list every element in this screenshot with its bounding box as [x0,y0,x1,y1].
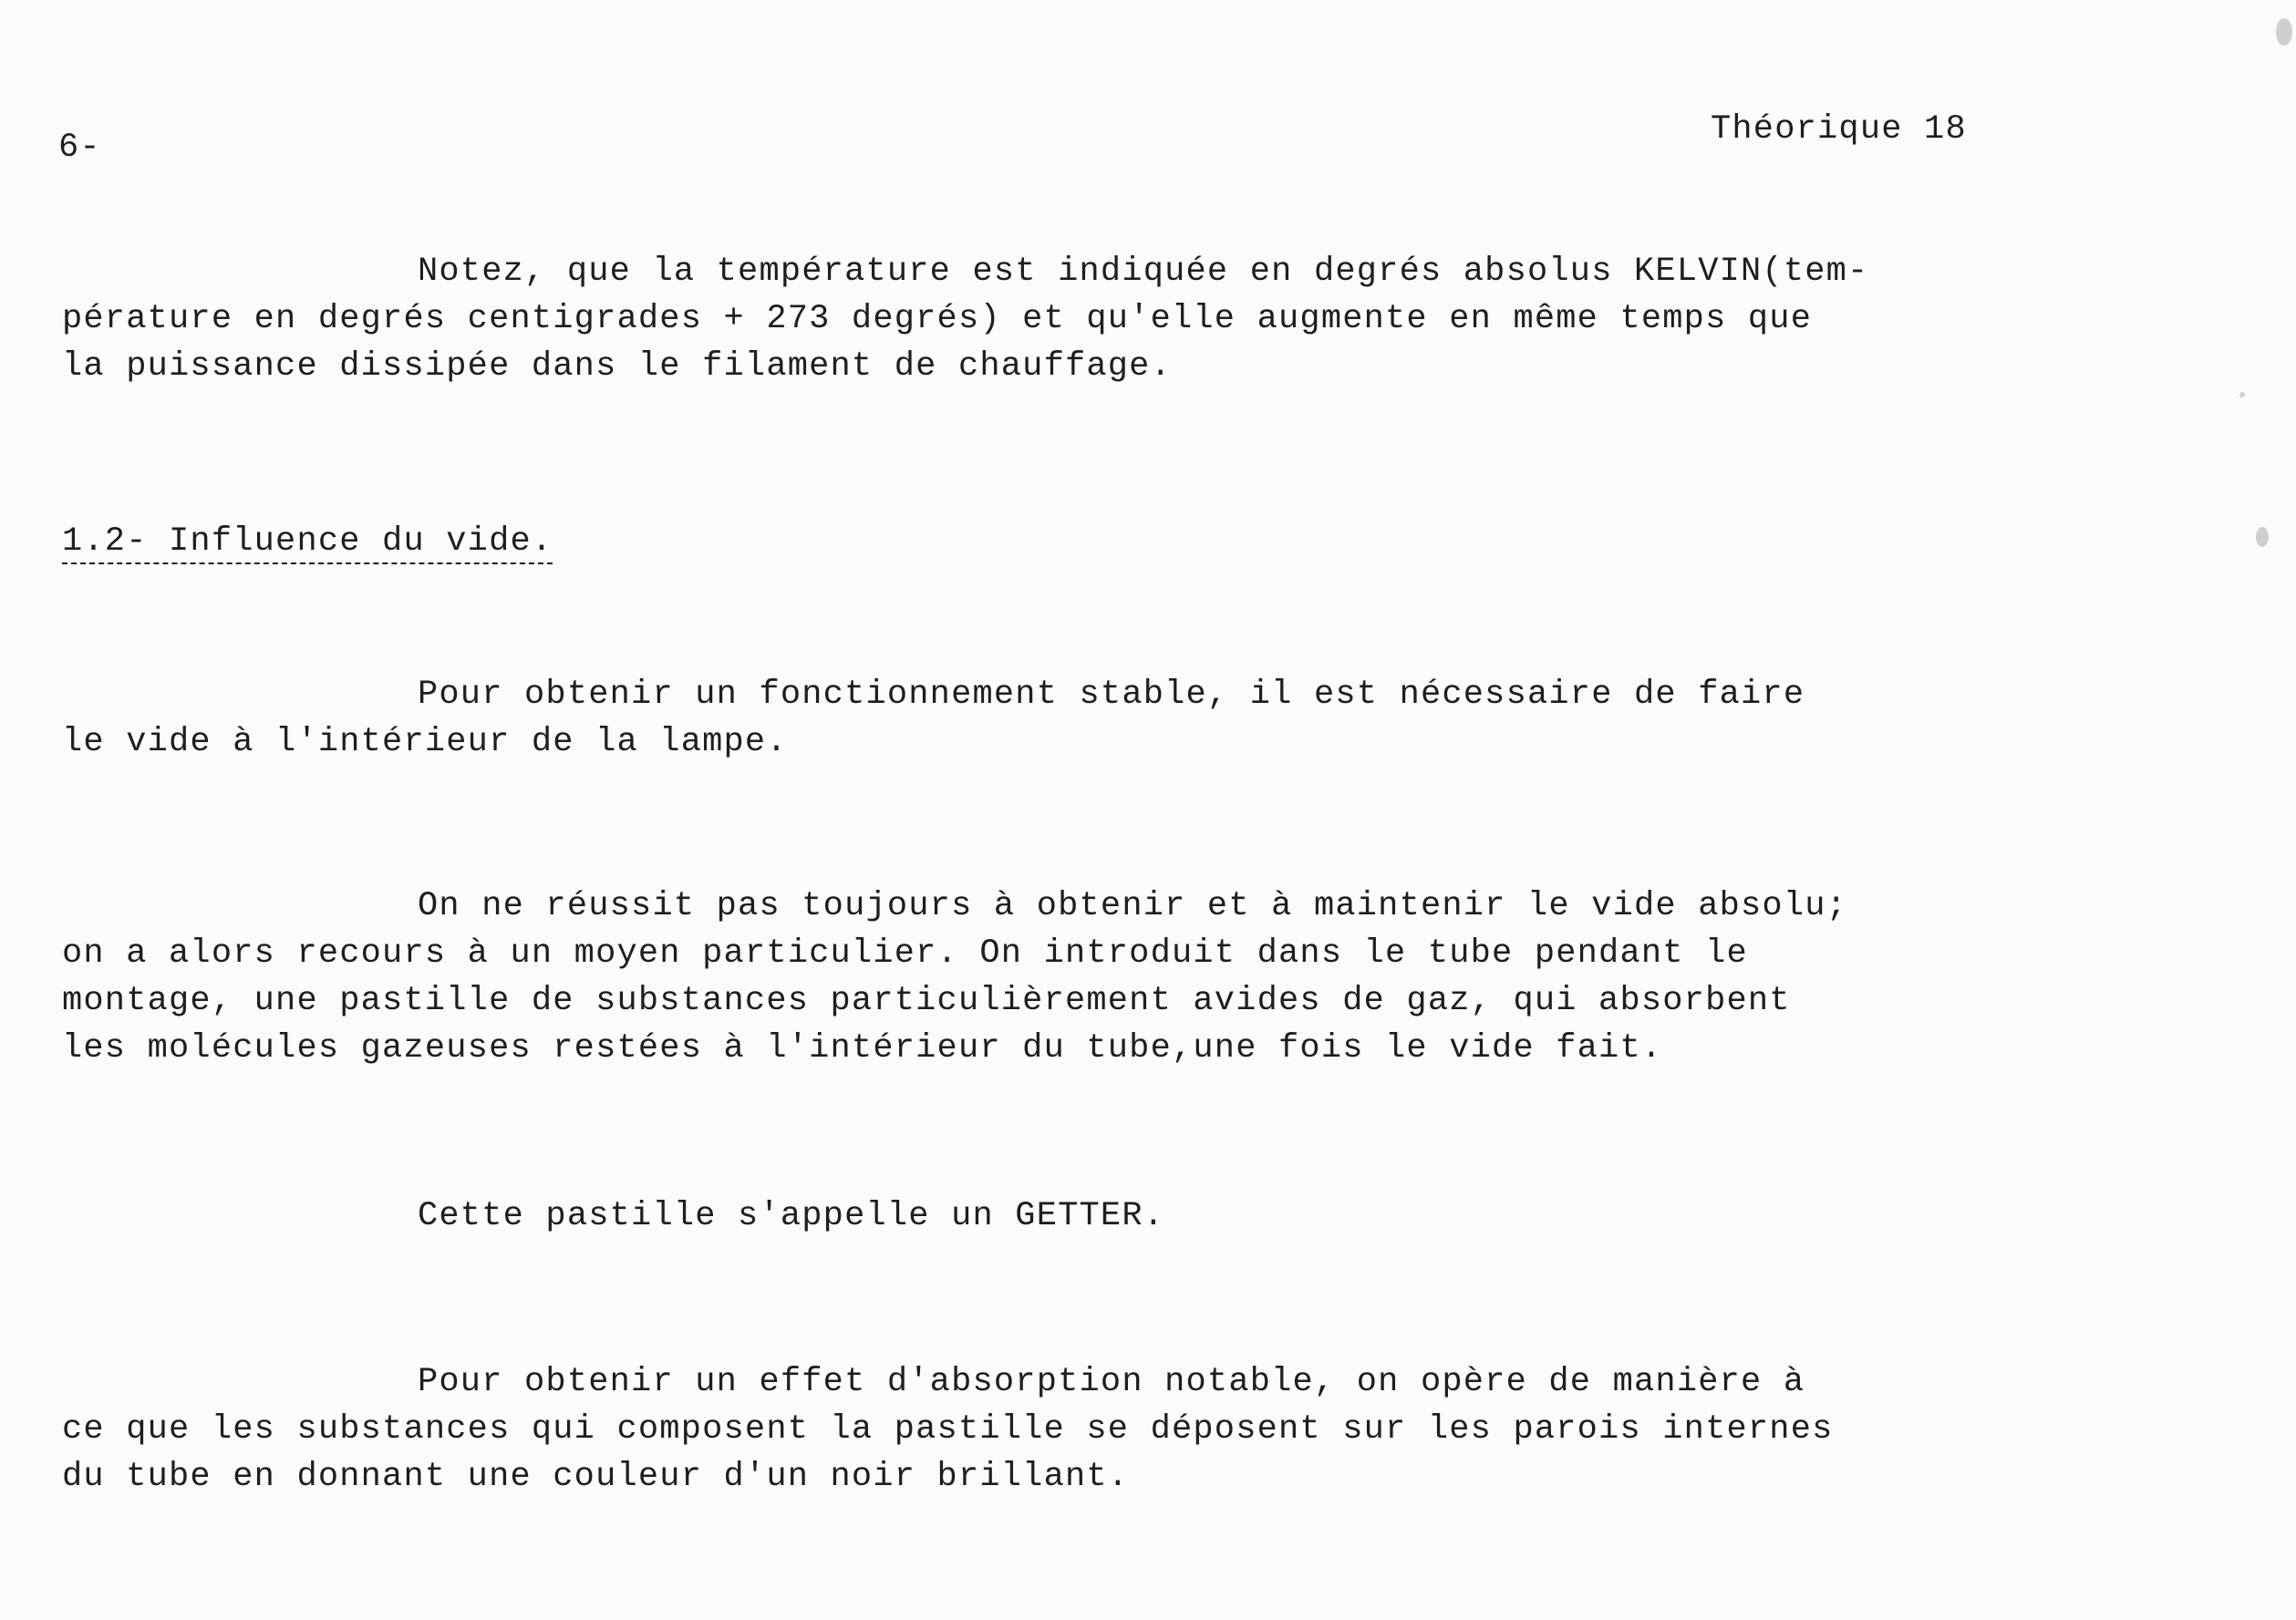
page-number: 6- [58,129,101,167]
paragraph-absorption [62,1358,2068,1501]
paragraph-stable-operation [62,671,2068,766]
paragraph-line: Cette pastille s'appelle un GETTER. [418,1197,1165,1235]
paragraph-line: pérature en degrés centigrades + 273 degrés) et qu'elle augmente en même temps que [62,300,1813,338]
paragraph-line: les molécules gazeuses restées à l'intérieur du tube,une fois le vide fait. [62,1029,1663,1068]
scan-speck [2276,18,2292,46]
paragraph-line: Pour obtenir un fonctionnement stable, il est nécessaire de faire [418,676,1805,714]
paragraph-line: montage, une pastille de substances particulièrement avides de gaz, qui absorbent [62,982,1791,1020]
paragraph-temperature [62,248,2068,390]
paragraph-line: la puissance dissipée dans le filament de chauffage. [62,347,1172,386]
scan-speck [2256,527,2269,547]
paragraph-line: du tube en donnant une couleur d'un noir brillant. [62,1458,1130,1496]
paragraph-getter [62,1192,2068,1240]
section-heading: 1.2- Influence du vide. [62,522,553,561]
running-title: Théorique 18 [1711,110,1967,149]
paragraph-line: on a alors recours à un moyen particulier. On introduit dans le tube pendant le [62,934,1748,973]
paragraph-vacuum [62,882,2068,1072]
paragraph-line: le vide à l'intérieur de la lampe. [62,723,788,761]
paragraph-line: Pour obtenir un effet d'absorption notable, on opère de manière à [418,1363,1805,1401]
paragraph-line: On ne réussit pas toujours à obtenir et à maintenir le vide absolu; [418,887,1848,925]
paragraph-line: Notez, que la température est indiquée en degrés absolus KELVIN(tem- [418,253,1869,291]
paragraph-line: ce que les substances qui composent la pastille se déposent sur les parois internes [62,1410,1834,1449]
scan-speck [2239,392,2245,397]
